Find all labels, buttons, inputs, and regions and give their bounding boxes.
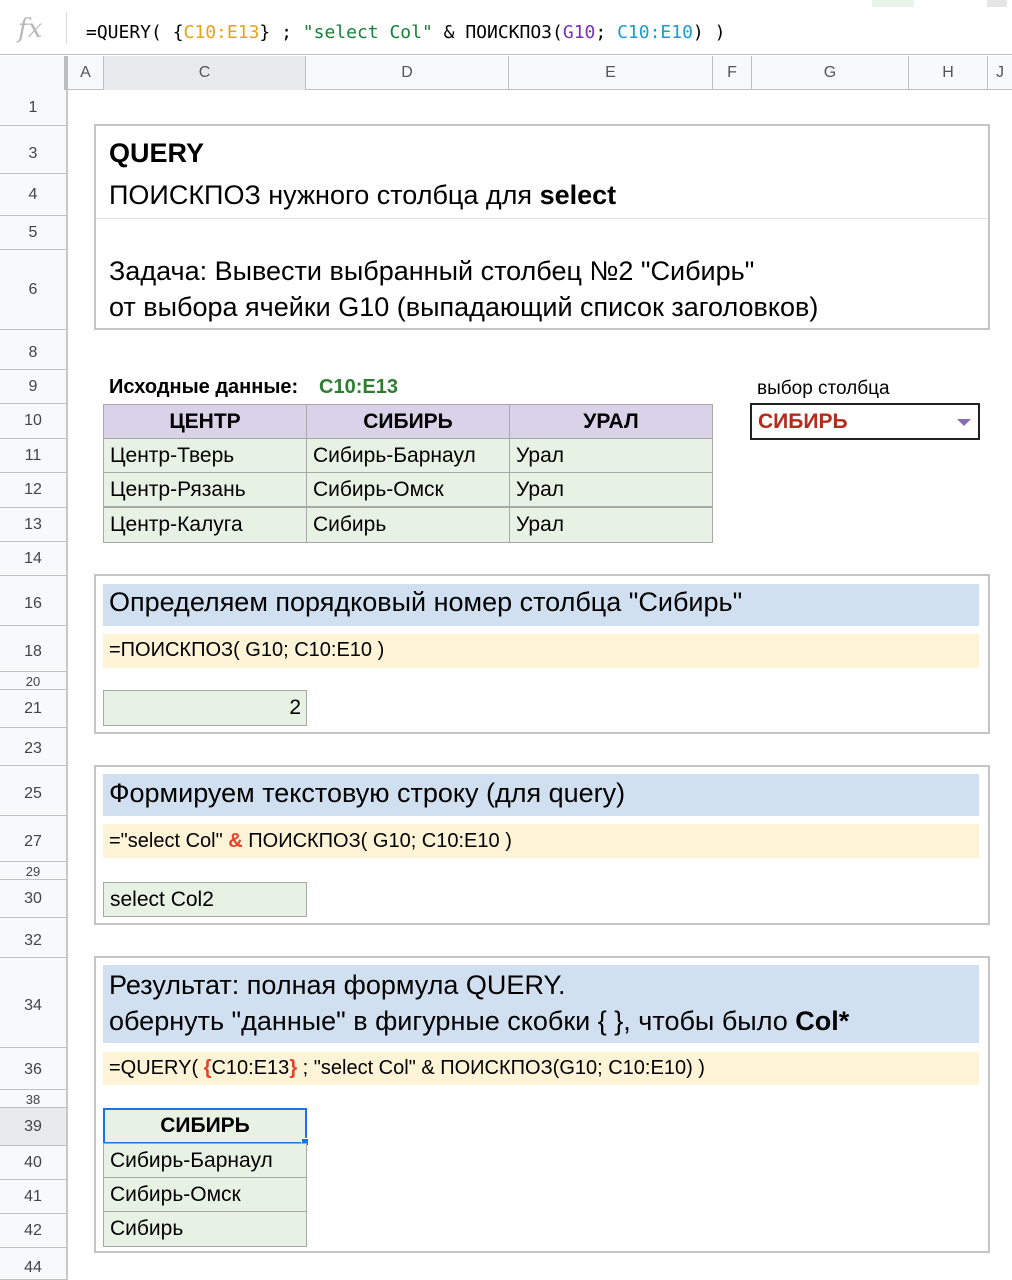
dropdown-value: СИБИРЬ (758, 410, 848, 433)
result-cell[interactable]: Сибирь (103, 1211, 307, 1247)
formula-part: "select Col" (302, 22, 433, 43)
row-header[interactable]: 44 (0, 1256, 66, 1280)
row-header[interactable]: 40 (0, 1146, 66, 1180)
section-1-formula: =ПОИСКПОЗ( G10; C10:E10 ) (109, 639, 385, 661)
column-dropdown[interactable] (750, 403, 980, 440)
data-cell[interactable]: Сибирь-Омск (306, 472, 510, 507)
subtitle-keyword: select (539, 180, 617, 210)
source-label: Исходные данные: (109, 376, 299, 398)
formula-part: =QUERY( { (86, 22, 184, 43)
data-cell[interactable]: Сибирь-Барнаул (306, 438, 510, 473)
result-header-cell[interactable]: СИБИРЬ (103, 1108, 307, 1144)
row-header[interactable]: 27 (0, 822, 66, 862)
row-header[interactable]: 36 (0, 1050, 66, 1090)
section-1-result[interactable]: 2 (103, 690, 307, 726)
row-header[interactable]: 21 (0, 690, 66, 728)
formula-range: C10:E13 (211, 1057, 290, 1079)
row-header[interactable]: 39 (0, 1108, 66, 1146)
data-cell[interactable]: Урал (509, 438, 713, 473)
formula-part: G10 (562, 22, 596, 43)
column-header[interactable]: J (996, 64, 1004, 81)
header-cell[interactable]: УРАЛ (509, 404, 713, 439)
row-header[interactable]: 42 (0, 1214, 66, 1248)
subtitle-text: ПОИСКПОЗ нужного столбца для (109, 180, 540, 210)
formula-text: =QUERY( (109, 1057, 204, 1079)
formula-part: ; (595, 22, 618, 43)
source-range: C10:E13 (319, 376, 398, 398)
chevron-down-icon[interactable] (957, 419, 971, 426)
row-header[interactable]: 29 (0, 870, 66, 880)
row-header[interactable]: 23 (0, 732, 66, 766)
column-header[interactable]: E (509, 56, 713, 90)
formula-bar-divider (66, 12, 67, 44)
data-cell[interactable]: Центр-Рязань (103, 472, 307, 507)
data-cell[interactable]: Центр-Тверь (103, 438, 307, 473)
formula-part: C10:E13 (183, 22, 260, 43)
result-cell[interactable]: Сибирь-Омск (103, 1177, 307, 1212)
section-3-title-2 (109, 1006, 849, 1037)
row-header[interactable]: 9 (0, 370, 66, 404)
toolbar-tab-edge (872, 0, 914, 7)
row-header[interactable]: 30 (0, 880, 66, 918)
row-header[interactable]: 1 (0, 90, 66, 126)
row-header[interactable]: 4 (0, 174, 66, 216)
row-header[interactable]: 34 (0, 964, 66, 1048)
task-line-1: Задача: Вывести выбранный столбец №2 "Сибирь" (109, 256, 755, 286)
row-header[interactable]: 41 (0, 1180, 66, 1214)
column-header[interactable]: F (713, 56, 752, 90)
page-subtitle (109, 180, 616, 211)
row-header[interactable]: 8 (0, 336, 66, 370)
header-cell[interactable]: СИБИРЬ (306, 404, 510, 439)
formula-part: & ПОИСКПОЗ( (432, 22, 563, 43)
select-all-corner[interactable] (0, 56, 68, 90)
row-header[interactable]: 5 (0, 216, 66, 250)
column-header[interactable]: G (752, 56, 909, 90)
task-line-2: от выбора ячейки G10 (выпадающий список заголовков) (109, 292, 819, 322)
row-header[interactable]: 14 (0, 542, 66, 576)
row-header[interactable]: 11 (0, 439, 66, 473)
page-title: QUERY (109, 138, 205, 168)
title-keyword: Col* (795, 1006, 850, 1036)
row-header-bar (0, 90, 68, 1280)
section-3-formula (109, 1057, 705, 1080)
row-header[interactable]: 10 (0, 404, 66, 439)
column-header[interactable]: H (909, 56, 988, 90)
row-header[interactable]: 20 (0, 680, 66, 690)
row-header[interactable]: 13 (0, 508, 66, 542)
formula-brace-open: { (203, 1057, 212, 1079)
row-header[interactable]: 18 (0, 632, 66, 672)
dropdown-label: выбор столбца (757, 378, 890, 399)
formula-ampersand: & (228, 830, 243, 852)
row-header[interactable]: 32 (0, 924, 66, 958)
data-cell[interactable]: Урал (509, 507, 713, 543)
formula-text: ="select Col" (109, 830, 229, 852)
column-header[interactable]: A (68, 56, 104, 90)
row-header[interactable]: 6 (0, 250, 66, 330)
formula-text: ; "select Col" & ПОИСКПОЗ(G10; C10:E10) ) (297, 1057, 705, 1079)
title-text: обернуть "данные" в фигурные скобки { }, чтобы было (109, 1006, 796, 1036)
formula-part: ) ) (692, 22, 726, 43)
section-3-title-1: Результат: полная формула QUERY. (109, 970, 566, 1000)
section-2-result[interactable]: select Col2 (103, 882, 307, 917)
intro-divider (96, 218, 988, 219)
formula-text: ПОИСКПОЗ( G10; C10:E10 ) (242, 830, 512, 852)
result-cell[interactable]: Сибирь-Барнаул (103, 1143, 307, 1178)
column-header[interactable]: C (104, 56, 306, 90)
formula-part: C10:E10 (617, 22, 693, 43)
column-header-bar (0, 56, 1012, 90)
data-cell[interactable]: Центр-Калуга (103, 507, 307, 543)
formula-part: } ; (259, 22, 303, 43)
function-icon: fx (18, 14, 43, 44)
row-header[interactable]: 12 (0, 473, 66, 508)
section-2-formula (109, 830, 512, 853)
column-header[interactable]: D (306, 56, 509, 90)
formula-input[interactable] (86, 22, 725, 43)
formula-bar (0, 0, 1012, 55)
row-header[interactable]: 3 (0, 134, 66, 174)
data-cell[interactable]: Урал (509, 472, 713, 507)
row-header[interactable]: 25 (0, 772, 66, 816)
header-cell[interactable]: ЦЕНТР (103, 404, 307, 439)
toolbar-scroll-edge (987, 0, 1007, 7)
row-header[interactable]: 16 (0, 582, 66, 626)
data-cell[interactable]: Сибирь (306, 507, 510, 543)
section-1-title: Определяем порядковый номер столбца "Сибирь" (109, 587, 743, 617)
formula-brace-close: } (289, 1057, 298, 1079)
section-2-title: Формируем текстовую строку (для query) (109, 778, 626, 808)
row-header[interactable]: 38 (0, 1098, 66, 1108)
